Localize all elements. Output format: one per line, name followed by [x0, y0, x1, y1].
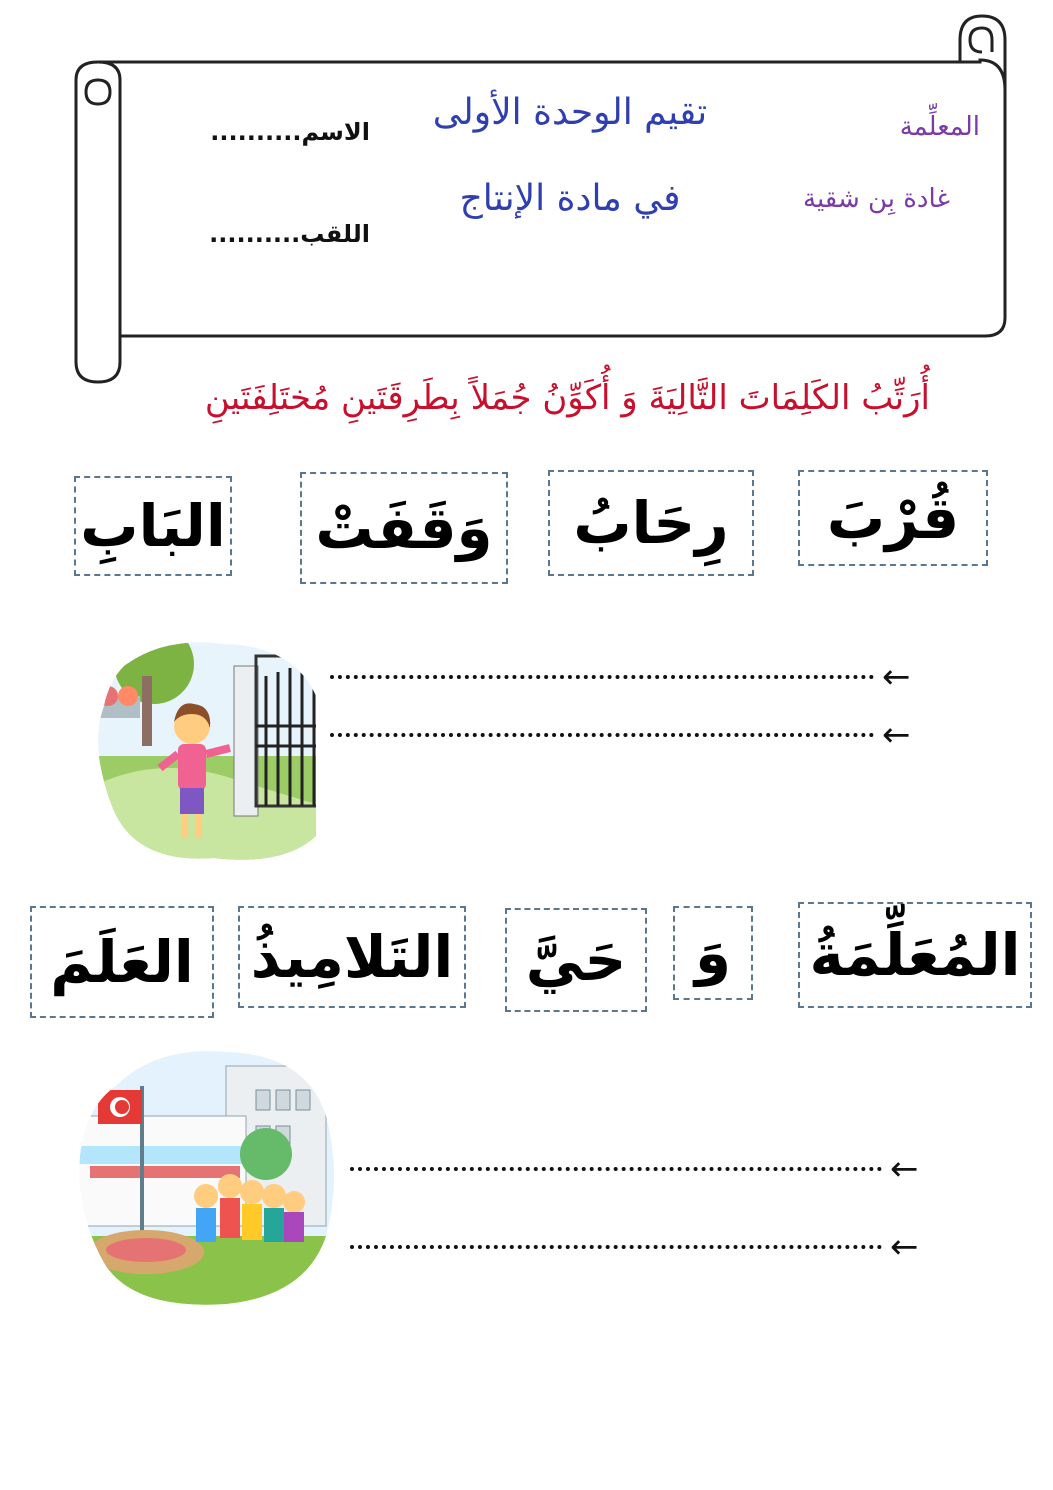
word-text: وَقَفَتْ	[315, 494, 493, 562]
word-text: العَلَمَ	[50, 928, 194, 996]
school-flag-illustration	[76, 1046, 338, 1310]
word-text: البَابِ	[80, 492, 226, 560]
word-box-2[interactable]	[548, 470, 754, 576]
word-box-8[interactable]	[238, 906, 466, 1008]
subject-title: في مادة الإنتاج	[459, 178, 681, 219]
word-box-3[interactable]	[300, 472, 508, 584]
answer-line-3[interactable]	[350, 1149, 919, 1189]
answer-line-2[interactable]	[330, 715, 911, 755]
word-text: قُرْبَ	[826, 484, 960, 552]
surname-field[interactable]: اللقب..........	[209, 220, 370, 248]
word-box-6[interactable]	[673, 906, 753, 1000]
word-box-7[interactable]	[505, 908, 647, 1012]
name-field[interactable]: الاسم..........	[210, 118, 370, 146]
answer-line-4[interactable]	[350, 1227, 919, 1267]
word-text: التَلامِيذُ	[250, 923, 454, 991]
girl-at-gate-illustration	[94, 636, 322, 864]
instruction-text: أُرَتِّبُ الكَلِمَاتَ التَّالِيَةَ وَ أُكَوِّنُ جُمَلاً بِطَرِقَتَينِ مُختَلِفَتَينِ	[204, 378, 930, 418]
word-text: وَ	[694, 919, 732, 987]
teacher-name: غادة بِن شقية	[803, 184, 950, 214]
word-box-4[interactable]	[74, 476, 232, 576]
word-box-1[interactable]	[798, 470, 988, 566]
answer-line-1[interactable]	[330, 657, 911, 697]
left-arrow-icon: ←	[890, 1149, 919, 1189]
word-text: حَيَّ	[525, 926, 627, 994]
left-arrow-icon: ←	[882, 657, 911, 697]
word-text: المُعَلِّمَةُ	[809, 921, 1021, 989]
left-arrow-icon: ←	[890, 1227, 919, 1267]
teacher-label: المعلِّمة	[899, 112, 980, 142]
word-box-5[interactable]	[798, 902, 1032, 1008]
left-arrow-icon: ←	[882, 715, 911, 755]
evaluation-title: تقيم الوحدة الأولى	[432, 92, 708, 133]
word-box-9[interactable]	[30, 906, 214, 1018]
word-text: رِحَابُ	[573, 489, 729, 557]
